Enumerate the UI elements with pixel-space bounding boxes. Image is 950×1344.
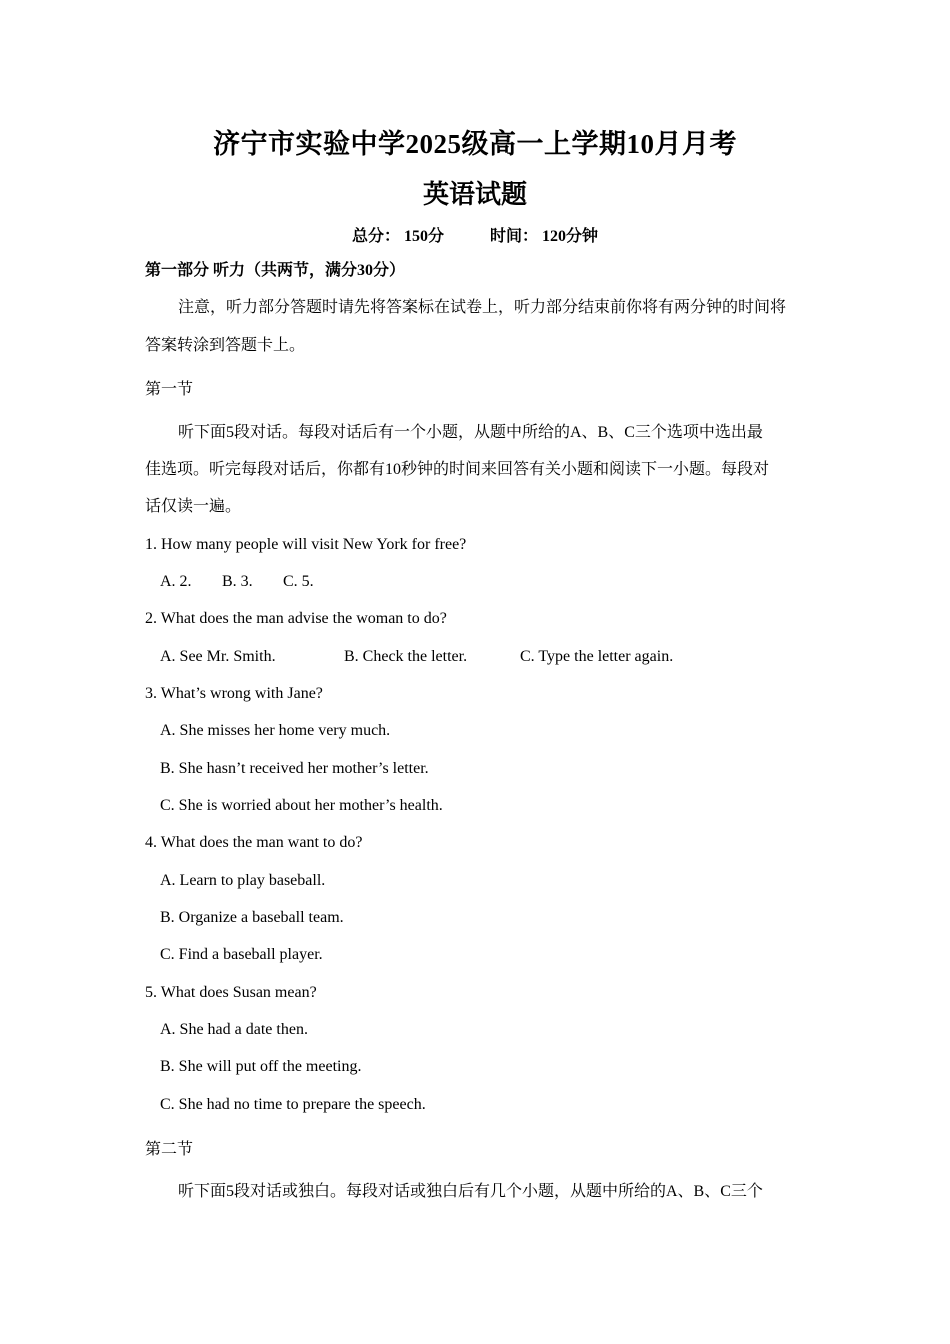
- part1-heading: 第一部分 听力（共两节，满分30分）: [145, 262, 406, 279]
- option-a: A. See Mr. Smith.: [160, 648, 276, 665]
- question-5: 5. What does Susan mean?: [145, 984, 317, 1001]
- section1-heading: 第一节: [145, 381, 194, 398]
- exam-subtitle: 英语试题: [422, 180, 527, 209]
- question-3-option-c: C. She is worried about her mother’s health.: [160, 797, 443, 814]
- question-5-option-b: B. She will put off the meeting.: [160, 1058, 362, 1075]
- section2-heading: 第二节: [145, 1141, 194, 1158]
- question-4: 4. What does the man want to do?: [145, 834, 363, 851]
- score-label: 总分：: [351, 228, 400, 245]
- question-2-options: [160, 646, 673, 668]
- option-b: B. 3.: [222, 573, 253, 590]
- question-1: 1. How many people will visit New York for free?: [145, 536, 467, 553]
- section1-instr-line2: 佳选项。听完每段对话后，你都有10秒钟的时间来回答有关小题和阅读下一小题。每段对: [145, 461, 770, 478]
- option-b: B. Check the letter.: [344, 648, 468, 665]
- question-3-option-b: B. She hasn’t received her mother’s letter.: [160, 760, 429, 777]
- exam-meta: [0, 223, 950, 246]
- question-3: 3. What’s wrong with Jane?: [145, 685, 323, 702]
- question-2: 2. What does the man advise the woman to do?: [145, 610, 447, 627]
- question-4-option-b: B. Organize a baseball team.: [160, 909, 344, 926]
- part1-note-line1: 注意，听力部分答题时请先将答案标在试卷上，听力部分结束前你将有两分钟的时间将: [178, 299, 787, 316]
- time-value: 120分钟: [542, 228, 599, 245]
- question-3-option-a: A. She misses her home very much.: [160, 722, 391, 739]
- part1-note-line2: 答案转涂到答题卡上。: [145, 337, 306, 354]
- option-c: C. Type the letter again.: [520, 648, 674, 665]
- question-4-option-c: C. Find a baseball player.: [160, 946, 323, 963]
- section2-instr-line1: 听下面5段对话或独白。每段对话或独白后有几个小题，从题中所给的A、B、C三个: [178, 1183, 763, 1200]
- question-5-option-c: C. She had no time to prepare the speech.: [160, 1096, 426, 1113]
- exam-title: 济宁市实验中学2025级高一上学期10月月考: [213, 129, 737, 159]
- time-label: 时间：: [490, 228, 539, 245]
- question-1-options: [160, 571, 314, 593]
- score-value: 150分: [403, 228, 444, 245]
- section1-instr-line1: 听下面5段对话。每段对话后有一个小题，从题中所给的A、B、C三个选项中选出最: [178, 424, 763, 441]
- option-a: A. 2.: [160, 573, 192, 590]
- question-4-option-a: A. Learn to play baseball.: [160, 872, 326, 889]
- option-c: C. 5.: [283, 573, 314, 590]
- question-5-option-a: A. She had a date then.: [160, 1021, 308, 1038]
- section1-instr-line3: 话仅读一遍。: [145, 498, 242, 515]
